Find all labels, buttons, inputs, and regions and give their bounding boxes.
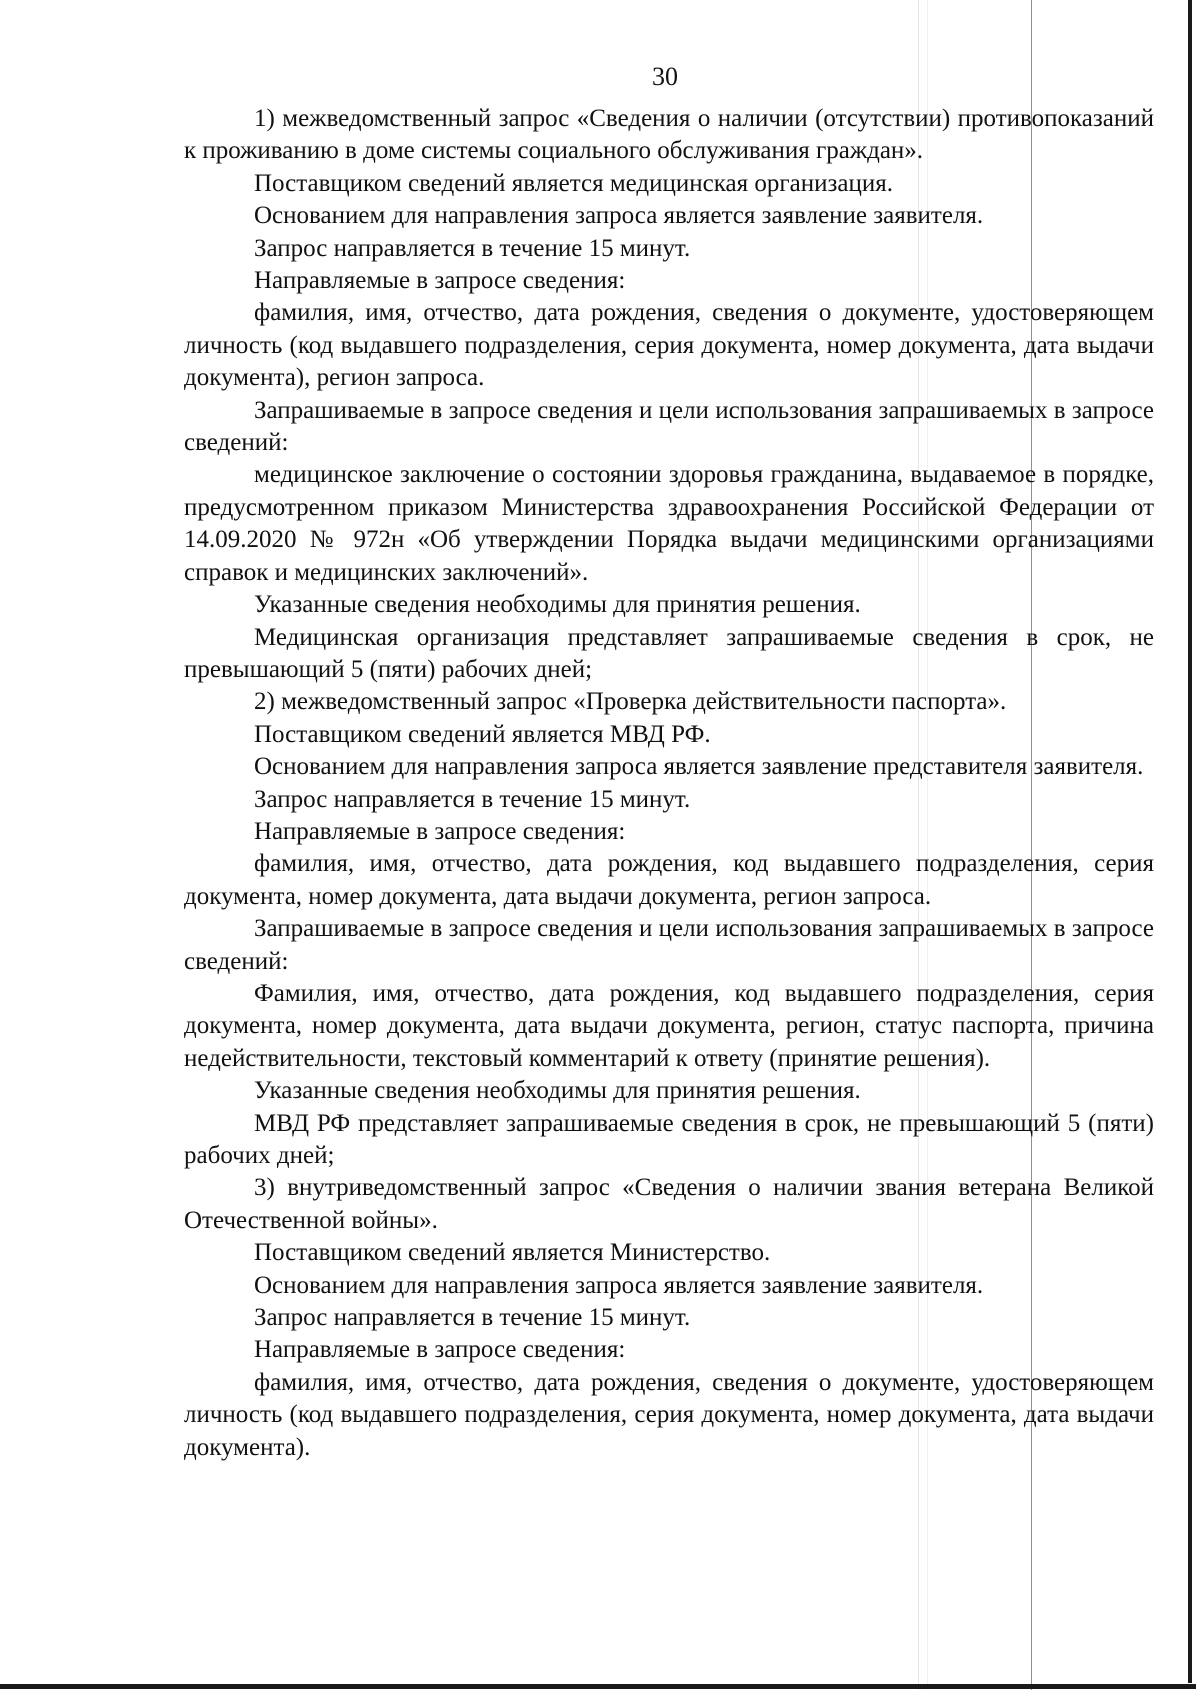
paragraph-deadline-2: МВД РФ представляет запрашиваемые сведения в срок, не превышающий 5 (пяти) рабочих дней;	[184, 1109, 1154, 1169]
paragraph-request-3-title: 3) внутриведомственный запрос «Сведения о наличии звания ветерана Великой Отечественной войны».	[184, 1174, 1154, 1234]
paragraph-provider-1: Поставщиком сведений является медицинская организация.	[254, 169, 893, 197]
paragraph-timing-3: Запрос направляется в течение 15 минут.	[254, 1304, 691, 1332]
paragraph-request-1-title: 1) межведомственный запрос «Сведения о наличии (отсутствии) противопоказаний к проживанию в доме системы социального обслуживания граждан».	[184, 105, 1154, 165]
paragraph-sent-data-2: фамилия, имя, отчество, дата рождения, код выдавшего подразделения, серия документа, номер документа, дата выдачи документа, регион запроса.	[184, 850, 1154, 910]
paragraph-requested-data-heading-1: Запрашиваемые в запросе сведения и цели использования запрашиваемых в запросе сведений:	[184, 396, 1154, 457]
paragraph-purpose-1: Указанные сведения необходимы для принятия решения.	[254, 591, 861, 619]
paragraph-basis-1: Основанием для направления запроса является заявление заявителя.	[254, 202, 984, 230]
paragraph-requested-data-2: Фамилия, имя, отчество, дата рождения, код выдавшего подразделения, серия документа, номер документа, дата выдачи документа, регион, статус паспорта, причина недействительности, текстовый комментарий к ответу (принятие решения).	[184, 979, 1154, 1072]
paragraph-requested-data-1: медицинское заключение о состоянии здоровья гражданина, выдаваемое в порядке, предусмотренном приказом Министерства здравоохранения Российской Федерации от 14.09.2020 № 972н «Об утверждении Порядка выдачи медицинскими организациями справок и медицинских заключений».	[184, 461, 1154, 586]
paragraph-sent-data-heading-2: Направляемые в запросе сведения:	[254, 817, 626, 845]
paragraph-sent-data-heading-1: Направляемые в запросе сведения:	[254, 267, 626, 295]
paragraph-deadline-1: Медицинская организация представляет запрашиваемые сведения в срок, не превышающий 5 (пяти) рабочих дней;	[184, 623, 1154, 683]
paragraph-sent-data-heading-3: Направляемые в запросе сведения:	[254, 1336, 626, 1364]
paragraph-basis-2: Основанием для направления запроса является заявление представителя заявителя.	[254, 753, 1144, 781]
paragraph-sent-data-3: фамилия, имя, отчество, дата рождения, сведения о документе, удостоверяющем личность (код выдавшего подразделения, серия документа, номер документа, дата выдачи документа).	[184, 1368, 1154, 1461]
paragraph-basis-3: Основанием для направления запроса является заявление заявителя.	[254, 1271, 984, 1299]
paragraph-sent-data-1: фамилия, имя, отчество, дата рождения, сведения о документе, удостоверяющем личность (код выдавшего подразделения, серия документа, номер документа, дата выдачи документа), регион запроса.	[184, 299, 1154, 392]
paragraph-requested-data-heading-2: Запрашиваемые в запросе сведения и цели использования запрашиваемых в запросе сведений:	[184, 915, 1154, 975]
paragraph-timing-1: Запрос направляется в течение 15 минут.	[254, 234, 691, 262]
page-number: 30	[652, 62, 678, 91]
scan-right-border	[1188, 0, 1192, 1683]
paragraph-purpose-2: Указанные сведения необходимы для принятия решения.	[254, 1077, 861, 1105]
scan-bottom-border	[0, 1684, 1196, 1689]
paragraph-timing-2: Запрос направляется в течение 15 минут.	[254, 785, 691, 813]
paragraph-provider-2: Поставщиком сведений является МВД РФ.	[254, 720, 711, 748]
paragraph-request-2-title: 2) межведомственный запрос «Проверка действительности паспорта».	[254, 688, 1007, 716]
document-body	[184, 103, 1154, 1464]
paragraph-provider-3: Поставщиком сведений является Министерство.	[254, 1239, 771, 1267]
